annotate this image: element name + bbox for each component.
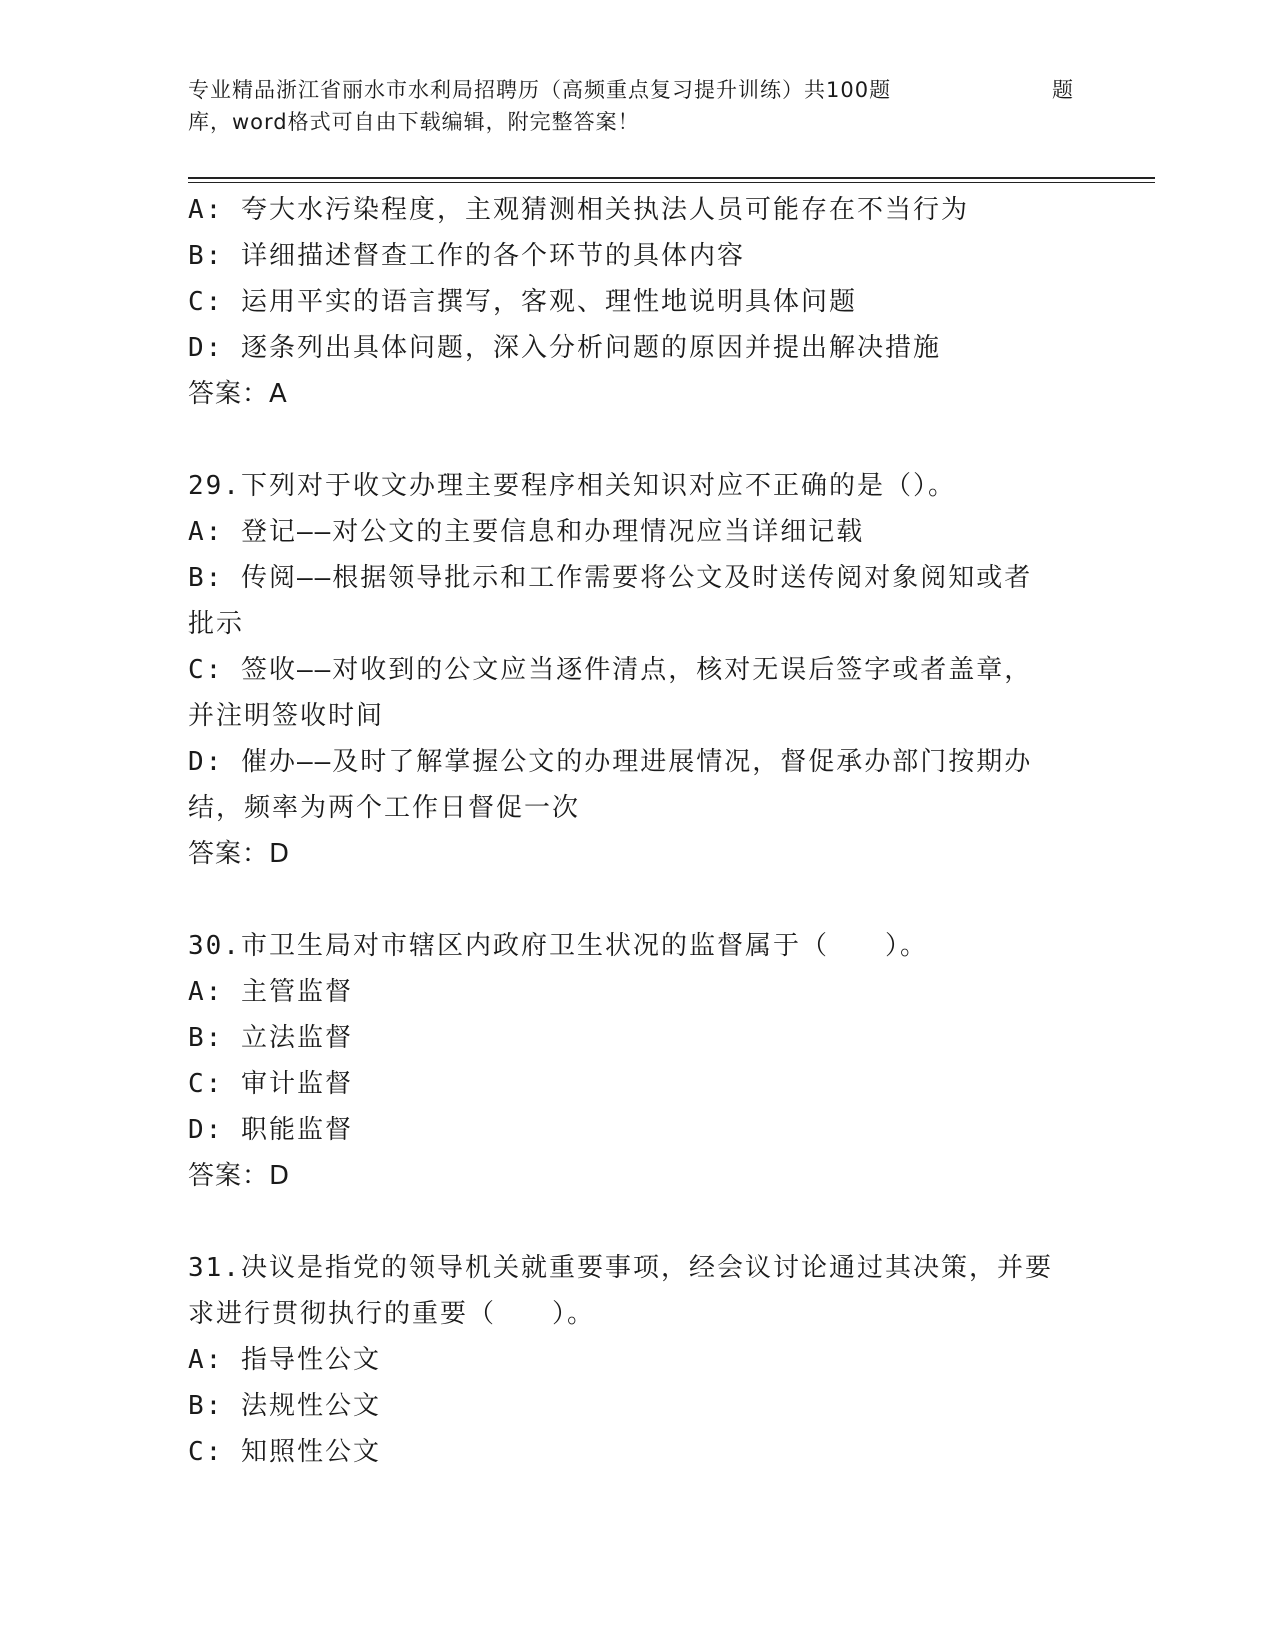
- q28-option-a: A: 夸大水污染程度，主观猜测相关执法人员可能存在不当行为: [188, 195, 969, 225]
- q28-answer: 答案：A: [188, 379, 288, 409]
- q30-option-b: B: 立法监督: [188, 1023, 353, 1053]
- q29-option-a: A: 登记——对公文的主要信息和办理情况应当详细记载: [188, 517, 865, 547]
- q31-question: 31.决议是指党的领导机关就重要事项，经会议讨论通过其决策，并要: [188, 1253, 1053, 1283]
- header-line-1-tail: 题: [1052, 78, 1074, 102]
- q30-option-c: C: 审计监督: [188, 1069, 353, 1099]
- spacer: [188, 1199, 1088, 1245]
- q30-option-a: A: 主管监督: [188, 977, 353, 1007]
- spacer: [188, 877, 1088, 923]
- header-rule-thick: [188, 177, 1155, 179]
- q29-answer: 答案：D: [188, 839, 291, 869]
- q28-option-d: D: 逐条列出具体问题，深入分析问题的原因并提出解决措施: [188, 333, 941, 363]
- spacer: [188, 417, 1088, 463]
- header-line-2: 库，word格式可自由下载编辑，附完整答案！: [188, 110, 640, 134]
- q29-option-c: C: 签收——对收到的公文应当逐件清点，核对无误后签字或者盖章，: [188, 655, 1033, 685]
- q29-option-d-cont: 结，频率为两个工作日督促一次: [188, 793, 581, 823]
- header-line-1: 专业精品浙江省丽水市水利局招聘历（高频重点复习提升训练）共100题: [188, 78, 892, 102]
- q30-question: 30.市卫生局对市辖区内政府卫生状况的监督属于（ ）。: [188, 931, 928, 961]
- q31-option-a: A: 指导性公文: [188, 1345, 381, 1375]
- q29-option-d: D: 催办——及时了解掌握公文的办理进展情况，督促承办部门按期办: [188, 747, 1033, 777]
- q28-option-b: B: 详细描述督查工作的各个环节的具体内容: [188, 241, 745, 271]
- q30-answer: 答案：D: [188, 1161, 291, 1191]
- q29-option-c-cont: 并注明签收时间: [188, 701, 385, 731]
- q29-option-b-cont: 批示: [188, 609, 245, 639]
- q30-option-d: D: 职能监督: [188, 1115, 353, 1145]
- q29-question: 29.下列对于收文办理主要程序相关知识对应不正确的是（）。: [188, 471, 956, 501]
- q28-option-c: C: 运用平实的语言撰写，客观、理性地说明具体问题: [188, 287, 857, 317]
- question-content: [188, 187, 1088, 1475]
- q31-option-b: B: 法规性公文: [188, 1391, 381, 1421]
- q31-option-c: C: 知照性公文: [188, 1437, 381, 1467]
- header-rule-thin: [188, 182, 1155, 183]
- document-header: [188, 74, 1088, 138]
- q31-question-cont: 求进行贯彻执行的重要（ ）。: [188, 1299, 596, 1329]
- q29-option-b: B: 传阅——根据领导批示和工作需要将公文及时送传阅对象阅知或者: [188, 563, 1033, 593]
